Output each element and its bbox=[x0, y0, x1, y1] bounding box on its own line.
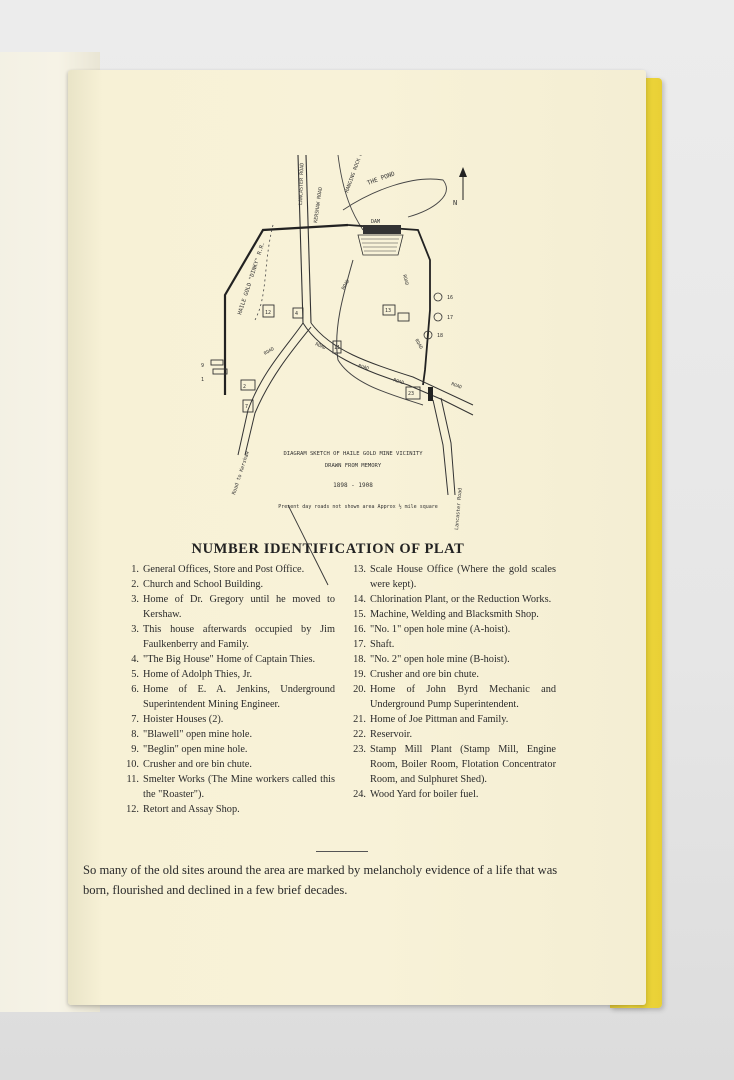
item-text: Crusher and ore bin chute. bbox=[143, 759, 252, 770]
list-item bbox=[342, 667, 556, 682]
divider bbox=[316, 851, 368, 852]
item-text: Shaft. bbox=[370, 639, 395, 650]
map-label: Road to Kershaw bbox=[231, 450, 251, 496]
list-item bbox=[342, 727, 556, 742]
map-marker: 13 bbox=[385, 308, 392, 314]
item-text: "No. 1" open hole mine (A-hoist). bbox=[370, 624, 511, 635]
map-marker: 9 bbox=[201, 363, 205, 369]
item-number: 8. bbox=[131, 729, 139, 740]
item-text: Home of Joe Pittman and Family. bbox=[370, 714, 509, 725]
map-mine-hole bbox=[434, 313, 442, 321]
map-building bbox=[398, 313, 409, 321]
item-text: Stamp Mill Plant (Stamp Mill, Engine Room, Boiler Room, Flotation Concentrator Room, and Sulphuret Shed). bbox=[370, 744, 556, 785]
list-item bbox=[115, 667, 335, 682]
list-item bbox=[342, 637, 556, 652]
map-road-label: ROAD bbox=[450, 382, 463, 391]
plat-list-left bbox=[115, 562, 335, 817]
item-number: 10. bbox=[126, 759, 139, 770]
list-item bbox=[115, 652, 335, 667]
map-caption: DRAWN FROM MEMORY bbox=[324, 463, 382, 469]
item-number: 20. bbox=[353, 684, 366, 695]
list-item bbox=[115, 757, 335, 772]
list-item bbox=[115, 772, 335, 802]
page-heading: NUMBER IDENTIFICATION OF PLAT bbox=[191, 541, 465, 557]
map-marker: 7 bbox=[245, 404, 249, 410]
item-number: 1. bbox=[131, 564, 139, 575]
item-number: 6. bbox=[131, 684, 139, 695]
list-item bbox=[115, 622, 335, 652]
item-number: 7. bbox=[131, 714, 139, 725]
map-road-label: ROAD bbox=[413, 338, 424, 351]
list-item bbox=[115, 682, 335, 712]
item-number: 4. bbox=[131, 654, 139, 665]
item-number: 3. bbox=[131, 594, 139, 605]
map-marker: 2 bbox=[243, 384, 247, 390]
item-text: "Beglin" open mine hole. bbox=[143, 744, 248, 755]
list-item bbox=[342, 607, 556, 622]
map-label: DAM bbox=[371, 219, 381, 225]
map-mill-hatch bbox=[361, 239, 399, 251]
item-text: Home of E. A. Jenkins, Underground Superintendent Mining Engineer. bbox=[143, 684, 335, 710]
plat-list-right bbox=[342, 562, 556, 802]
map-building bbox=[211, 360, 223, 365]
map-label: HAILE GOLD "DINKY" R.R. bbox=[237, 241, 267, 316]
map-road-label: ROAD bbox=[341, 279, 352, 291]
item-number: 21. bbox=[353, 714, 366, 725]
map-road-label: ROAD bbox=[357, 364, 370, 372]
item-text: Smelter Works (The Mine workers called this the "Roaster"). bbox=[143, 774, 335, 800]
map-label: N bbox=[453, 199, 458, 207]
item-text: "No. 2" open hole mine (B-hoist). bbox=[370, 654, 510, 665]
map-marker: 11 bbox=[334, 345, 341, 351]
item-text: This house afterwards occupied by Jim Faulkenberry and Family. bbox=[143, 624, 335, 650]
list-item bbox=[342, 787, 556, 802]
map-mill-area bbox=[358, 235, 403, 255]
map-label: KERSHAW ROAD bbox=[313, 186, 325, 224]
item-number: 3. bbox=[131, 624, 139, 635]
item-number: 19. bbox=[353, 669, 366, 680]
list-item bbox=[342, 742, 556, 787]
list-item bbox=[342, 682, 556, 712]
map-road-line bbox=[306, 155, 311, 323]
map-road-label: ROAD bbox=[263, 346, 276, 357]
map-marker: 23 bbox=[408, 391, 415, 397]
map-note: Present day roads not shown area Approx ½ mile square bbox=[278, 504, 438, 510]
item-text: Church and School Building. bbox=[143, 579, 264, 590]
compass-arrow-icon bbox=[459, 167, 467, 177]
map-road-line bbox=[433, 400, 448, 495]
map-road-label: ROAD bbox=[392, 378, 405, 387]
closing-paragraph: So many of the old sites around the area are marked by melancholy evidence of a life that was born, flourished and declined in a few brief decades. bbox=[83, 863, 558, 897]
item-text: Home of John Byrd Mechanic and Underground Pump Superintendent. bbox=[370, 684, 556, 710]
item-number: 11. bbox=[126, 774, 139, 785]
map-road-line bbox=[311, 323, 473, 405]
item-text: Chlorination Plant, or the Reduction Works. bbox=[370, 594, 552, 605]
item-text: Machine, Welding and Blacksmith Shop. bbox=[370, 609, 539, 620]
list-item bbox=[115, 592, 335, 622]
item-number: 13. bbox=[353, 564, 366, 575]
map-marker: 12 bbox=[265, 310, 272, 316]
item-number: 2. bbox=[131, 579, 139, 590]
list-item bbox=[342, 652, 556, 667]
list-item bbox=[115, 577, 335, 592]
map-caption: DIAGRAM SKETCH OF HAILE GOLD MINE VICINITY bbox=[283, 451, 423, 457]
list-item bbox=[342, 592, 556, 607]
item-text: General Offices, Store and Post Office. bbox=[143, 564, 305, 575]
item-number: 24. bbox=[353, 789, 366, 800]
item-number: 14. bbox=[353, 594, 366, 605]
map-road-line bbox=[238, 323, 303, 455]
list-item bbox=[115, 727, 335, 742]
item-number: 15. bbox=[353, 609, 366, 620]
item-number: 22. bbox=[353, 729, 366, 740]
item-text: Crusher and ore bin chute. bbox=[370, 669, 479, 680]
map-label: THE POND bbox=[366, 170, 396, 187]
mine-vicinity-map bbox=[193, 155, 493, 595]
item-number: 17. bbox=[353, 639, 366, 650]
list-item bbox=[342, 562, 556, 592]
item-number: 16. bbox=[353, 624, 366, 635]
item-number: 18. bbox=[353, 654, 366, 665]
map-marker: 4 bbox=[295, 311, 299, 317]
map-road-label: ROAD bbox=[314, 342, 327, 352]
map-years: 1898 - 1908 bbox=[333, 482, 373, 489]
list-item bbox=[115, 712, 335, 727]
item-text: Home of Adolph Thies, Jr. bbox=[143, 669, 253, 680]
item-number: 12. bbox=[126, 804, 139, 815]
item-text: Hoister Houses (2). bbox=[143, 714, 224, 725]
list-item bbox=[115, 562, 335, 577]
map-road-line bbox=[245, 327, 311, 455]
map-marker: 1 bbox=[201, 377, 205, 383]
map-label: Lancaster Road bbox=[454, 487, 464, 531]
item-text: "Blawell" open mine hole. bbox=[143, 729, 253, 740]
item-text: Reservoir. bbox=[370, 729, 413, 740]
item-text: Scale House Office (Where the gold scales were kept). bbox=[370, 564, 556, 590]
map-marker: 16 bbox=[447, 295, 454, 301]
book-page bbox=[68, 70, 646, 1005]
map-marker: 17 bbox=[447, 315, 454, 321]
list-item bbox=[342, 712, 556, 727]
map-pond bbox=[343, 179, 446, 217]
map-mine-hole bbox=[434, 293, 442, 301]
map-road-label: ROAD bbox=[401, 274, 409, 286]
list-item bbox=[115, 802, 335, 817]
item-number: 23. bbox=[353, 744, 366, 755]
item-number: 5. bbox=[131, 669, 139, 680]
map-marker: 18 bbox=[437, 333, 444, 339]
item-text: Retort and Assay Shop. bbox=[143, 804, 240, 815]
item-number: 9. bbox=[131, 744, 139, 755]
map-building bbox=[428, 387, 433, 401]
item-text: "The Big House" Home of Captain Thies. bbox=[143, 654, 316, 665]
item-text: Wood Yard for boiler fuel. bbox=[370, 789, 479, 800]
map-label: HANGING ROCK ROAD bbox=[344, 155, 368, 194]
map-dam bbox=[363, 225, 401, 234]
list-item bbox=[342, 622, 556, 637]
list-item bbox=[115, 742, 335, 757]
item-text: Home of Dr. Gregory until he moved to Kershaw. bbox=[143, 594, 335, 620]
map-label: LANCASTER ROAD bbox=[298, 162, 306, 206]
